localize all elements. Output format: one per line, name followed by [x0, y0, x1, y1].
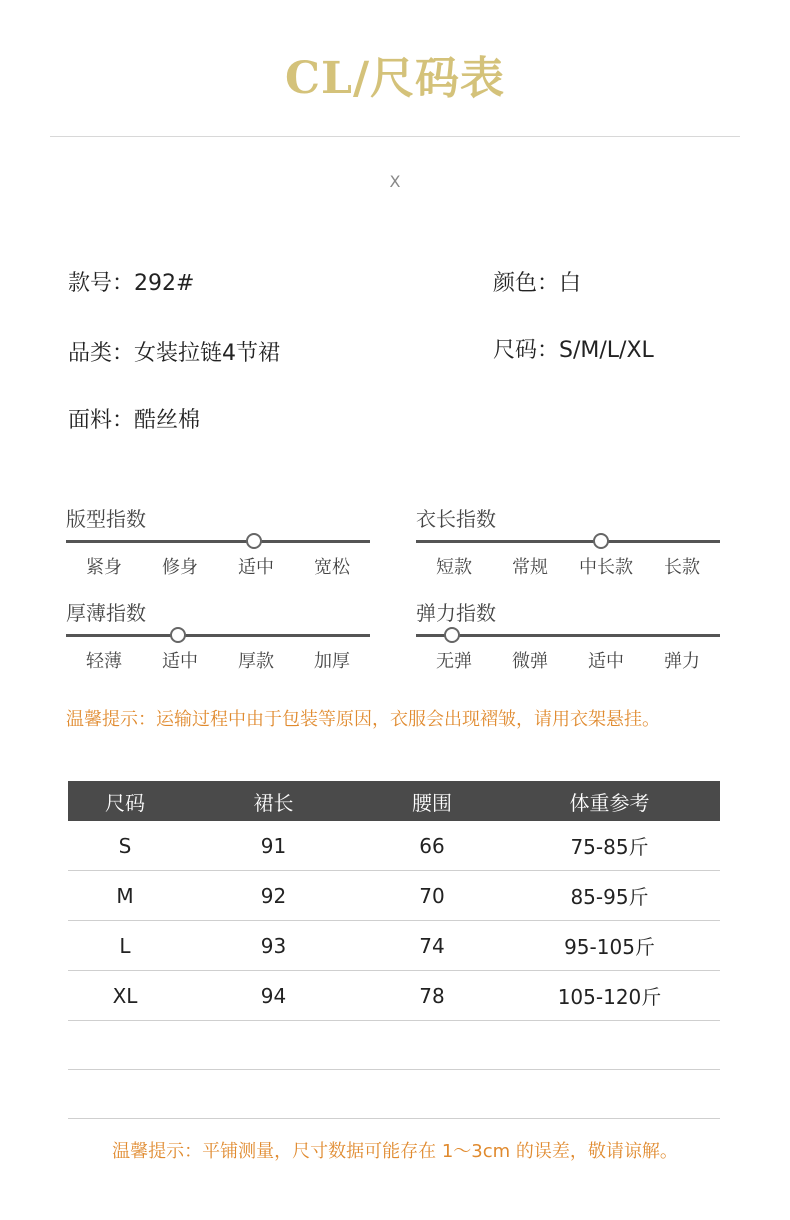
category-value: 女装拉链4节裙 [134, 341, 281, 366]
header-weight-reference: 体重参考 [569, 790, 650, 815]
gauge-label: 长款 [664, 557, 700, 578]
style-number-value: 292# [134, 271, 195, 296]
style-number-field [68, 266, 194, 297]
gauge-label: 适中 [162, 651, 198, 672]
shipping-tip: 温馨提示：运输过程中由于包装等原因，衣服会出现褶皱，请用衣架悬挂。 [66, 709, 660, 730]
gauge-knob [246, 533, 262, 549]
gauge-label: 中长款 [579, 557, 633, 578]
gauge-label: 修身 [162, 557, 198, 578]
empty-table-row [68, 1021, 720, 1070]
cell-weight: 85-95斤 [570, 885, 649, 909]
cell-waist: 74 [419, 933, 445, 958]
cell-size: L [119, 933, 131, 958]
gauge-label: 宽松 [314, 557, 350, 578]
color-field [493, 266, 581, 297]
cell-skirt-length: 91 [260, 833, 287, 858]
header-skirt-length: 裙长 [253, 790, 294, 815]
gauge-label: 轻薄 [86, 651, 122, 672]
fabric-label: 面料： [68, 408, 135, 433]
stretch-index-gauge [416, 598, 720, 673]
gauge-title: 厚薄指数 [66, 601, 146, 625]
gauge-title: 版型指数 [66, 507, 146, 531]
cell-weight: 105-120斤 [557, 985, 662, 1009]
gauge-label: 常规 [512, 557, 548, 578]
table-row [68, 871, 720, 921]
cell-skirt-length: 94 [260, 983, 287, 1008]
cell-size: XL [112, 983, 138, 1008]
cell-waist: 70 [419, 883, 445, 908]
length-index-gauge [416, 504, 720, 579]
fit-index-gauge [66, 504, 370, 579]
cell-skirt-length: 92 [260, 883, 287, 908]
gauge-label: 厚款 [238, 651, 274, 672]
header-waist: 腰围 [412, 790, 452, 815]
fabric-field [68, 403, 200, 434]
gauge-knob [593, 533, 609, 549]
cell-skirt-length: 93 [260, 933, 287, 958]
fabric-value: 酷丝棉 [134, 408, 201, 433]
table-header-row [68, 781, 720, 821]
table-row [68, 921, 720, 971]
gauge-label: 弹力 [664, 651, 700, 672]
title-divider [50, 136, 740, 137]
thickness-index-gauge [66, 598, 370, 673]
gauge-label: 适中 [238, 557, 274, 578]
color-value: 白 [559, 271, 582, 296]
category-label: 品类： [68, 341, 135, 366]
cell-size: S [118, 833, 132, 858]
gauge-track [66, 634, 370, 637]
color-label: 颜色： [493, 271, 560, 296]
gauge-label: 紧身 [86, 557, 122, 578]
close-icon[interactable]: X [389, 172, 401, 191]
size-table [68, 781, 720, 1119]
gauge-knob [170, 627, 186, 643]
cell-weight: 95-105斤 [564, 935, 655, 959]
gauge-track [416, 634, 720, 637]
size-field [493, 333, 654, 364]
gauge-label: 加厚 [314, 651, 350, 672]
empty-table-row [68, 1070, 720, 1119]
table-row [68, 971, 720, 1021]
gauge-title: 衣长指数 [416, 507, 496, 531]
cell-weight: 75-85斤 [570, 835, 649, 859]
gauge-knob [444, 627, 460, 643]
page-title: CL/尺码表 [284, 53, 506, 104]
gauge-label: 适中 [588, 651, 624, 672]
gauge-track [66, 540, 370, 543]
gauge-track [416, 540, 720, 543]
style-number-label: 款号： [68, 271, 135, 296]
cell-waist: 78 [419, 983, 445, 1008]
size-value: S/M/L/XL [559, 338, 654, 363]
size-label: 尺码： [493, 338, 560, 363]
gauge-title: 弹力指数 [416, 601, 496, 625]
table-row [68, 821, 720, 871]
category-field [68, 336, 280, 367]
measurement-tip: 温馨提示：平铺测量，尺寸数据可能存在 1～3cm 的误差，敬请谅解。 [112, 1141, 678, 1162]
header-size: 尺码 [105, 790, 145, 815]
cell-waist: 66 [419, 833, 445, 858]
cell-size: M [116, 883, 134, 908]
gauge-label: 无弹 [436, 651, 472, 672]
gauge-label: 短款 [436, 557, 472, 578]
gauge-label: 微弹 [512, 651, 548, 672]
